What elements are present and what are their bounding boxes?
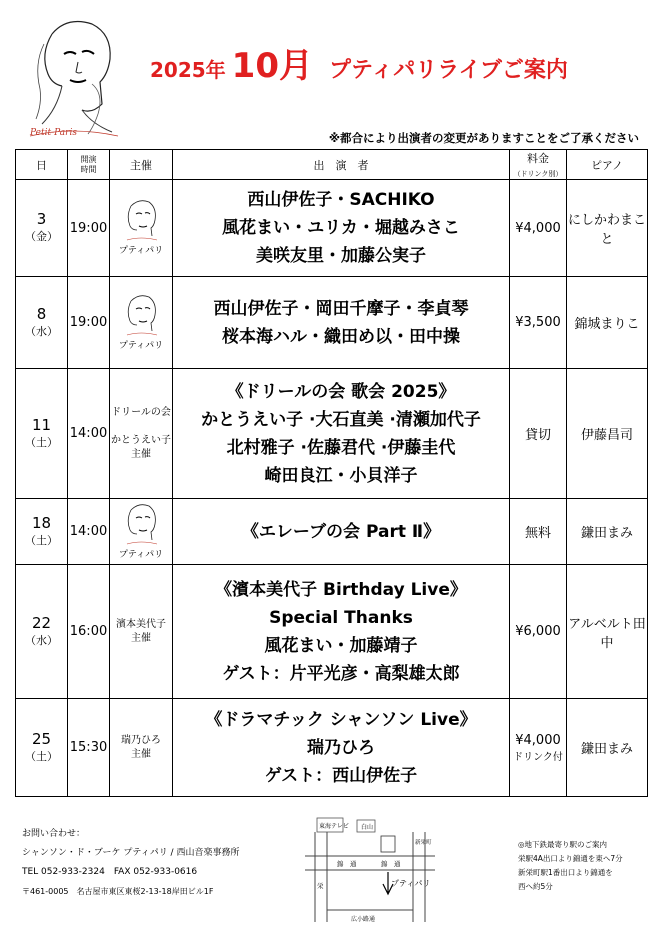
fee-note: ドリンク付: [513, 751, 563, 763]
date-day: 11: [31, 415, 52, 434]
date-day: 25: [31, 729, 52, 748]
schedule-table: [15, 149, 648, 797]
date-cell: [16, 565, 68, 699]
table-row: [16, 369, 648, 499]
host-label: プティパリ: [118, 246, 164, 256]
piano-cell: 鎌田まみ: [567, 499, 648, 565]
phone-fax: TEL 052-933-2324 FAX 052-933-0616: [22, 867, 198, 877]
performers-cell: [173, 277, 510, 369]
map-label-road1: 錦 通: [337, 860, 357, 868]
date-weekday: （土）: [25, 749, 58, 763]
time-cell: 14:00: [68, 499, 110, 565]
access-line: 栄駅4A出口より錦通を東へ7分: [518, 854, 623, 863]
table-row: [16, 699, 648, 797]
performer-line: 美咲友里・加藤公実子: [256, 246, 426, 266]
piano-cell: 伊藤昌司: [567, 369, 648, 499]
date-cell: [16, 180, 68, 277]
map-label-sakae: 栄: [317, 882, 324, 890]
date-day: 22: [31, 613, 52, 632]
performer-line: 《エレーブの会 Part Ⅱ》: [241, 521, 441, 542]
host-cell: [110, 699, 173, 797]
fee-cell: [510, 277, 567, 369]
time-cell: 16:00: [68, 565, 110, 699]
performer-line: Special Thanks: [269, 607, 413, 628]
performer-line: 西山伊佐子・岡田千摩子・李貞琴: [213, 298, 469, 319]
title-month: 10月: [231, 46, 313, 86]
host-label: プティパリ: [118, 340, 164, 351]
table-row: [16, 565, 648, 699]
performer-line: 風花まい・加藤靖子: [264, 635, 418, 656]
header-performers: 出 演 者: [173, 150, 510, 180]
performers-cell: [173, 699, 510, 797]
access-line: 西へ約5分: [518, 882, 553, 891]
table-row: [16, 499, 648, 565]
header-host: 主催: [110, 150, 173, 180]
title-text: プティパリライブご案内: [329, 58, 568, 83]
date-cell: [16, 699, 68, 797]
date-cell: [16, 369, 68, 499]
fee-cell: [510, 180, 567, 277]
fee-cell: [510, 565, 567, 699]
change-notice: ※都合により出演者の変更がありますことをご了承ください: [328, 131, 639, 145]
performers-cell: [173, 565, 510, 699]
time-cell: 19:00: [68, 180, 110, 277]
page-title: [150, 38, 568, 87]
header-time: [68, 150, 110, 180]
map-label-bottom: 広小路通: [351, 916, 376, 923]
table-row: [16, 277, 648, 369]
performer-line: 風花まい・ユリカ・堀越みさこ: [222, 218, 460, 238]
piano-cell: にしかわまこと: [567, 180, 648, 277]
date-day: 18: [31, 513, 52, 532]
performers-cell: [173, 180, 510, 277]
performer-line: 桜本海ハル・織田め以・田中操: [222, 326, 460, 347]
date-weekday: （土）: [25, 435, 58, 449]
fee-value: ¥6,000: [515, 624, 561, 639]
date-day: 3: [36, 210, 47, 228]
performer-line: 《ドリールの会 歌会 2025》: [226, 381, 456, 402]
header-fee-bottom: （ドリンク別）: [513, 170, 563, 178]
header-fee-top: 料金: [527, 152, 549, 165]
date-weekday: （水）: [25, 633, 58, 647]
contact-block: [22, 825, 239, 901]
time-cell: 15:30: [68, 699, 110, 797]
host-line: 主催: [131, 632, 151, 644]
fee-cell: [510, 699, 567, 797]
host-cell: [110, 499, 173, 565]
petit-paris-mini-logo: [121, 502, 161, 548]
contact-label: お問い合わせ：: [22, 829, 86, 839]
fee-value: ¥4,000: [515, 220, 561, 236]
date-weekday: （金）: [25, 230, 58, 243]
host-cell: [110, 565, 173, 699]
performer-line: 崎田良江・小貝洋子: [264, 465, 418, 486]
performer-line: 北村雅子 ·佐藤君代 ·伊藤圭代: [226, 437, 456, 458]
access-line: ◎地下鉄最寄り駅のご案内: [518, 840, 608, 849]
fee-cell: [510, 369, 567, 499]
time-cell: 19:00: [68, 277, 110, 369]
performer-line: ゲスト：西山伊佐子: [264, 765, 418, 786]
piano-cell: 錦城まりこ: [567, 277, 648, 369]
table-header-row: [16, 150, 648, 180]
fee-value: 貸切: [524, 428, 551, 443]
performer-line: 《ドラマチック シャンソン Live》: [205, 709, 477, 730]
performer-line: かとうえい子 ·大石直美 ·清瀬加代子: [201, 409, 481, 430]
petit-paris-mini-logo: [121, 293, 161, 339]
map-label-tv: 東海テレビ: [319, 823, 349, 830]
map-label-road2: 錦 通: [381, 860, 401, 868]
performers-cell: [173, 369, 510, 499]
logo-text: Petit-Paris: [30, 128, 77, 138]
map-label-shop: プティパリ: [391, 879, 431, 888]
host-cell: [110, 277, 173, 369]
map-label-station: 新栄町: [415, 840, 432, 846]
petit-paris-logo: [22, 14, 122, 142]
petit-paris-mini-logo: [121, 198, 161, 244]
host-line: [110, 420, 172, 434]
performers-cell: [173, 499, 510, 565]
piano-cell: 鎌田まみ: [567, 699, 648, 797]
host-label: プティパリ: [118, 549, 164, 560]
date-cell: [16, 499, 68, 565]
host-line: 瑞乃ひろ: [121, 734, 161, 746]
fee-value: 無料: [524, 526, 551, 541]
access-line: 新栄町駅1番出口より錦通を: [518, 868, 613, 877]
map-label-shrine: 白山: [361, 824, 374, 831]
host-line: 濱本美代子: [116, 618, 166, 630]
performer-line: 《濱本美代子 Birthday Live》: [215, 579, 467, 600]
date-weekday: （水）: [25, 324, 58, 338]
host-cell: [110, 180, 173, 277]
company-name: シャンソン・ド・ブーケ プティパリ / 西山音楽事務所: [22, 848, 240, 858]
performer-line: ゲスト：片平光彦・高梨雄太郎: [222, 663, 460, 684]
map-building: [381, 836, 395, 852]
host-line: 主催: [131, 748, 151, 760]
date-day: 8: [36, 304, 47, 323]
address: 〒461-0005 名古屋市東区東桜2-13-18岸田ビル1F: [22, 887, 214, 896]
fee-cell: [510, 499, 567, 565]
header-time-top: 開演: [80, 154, 97, 164]
date-weekday: （土）: [25, 533, 58, 547]
time-cell: 14:00: [68, 369, 110, 499]
piano-cell: アルベルト田中: [567, 565, 648, 699]
fee-value: ¥4,000: [515, 732, 561, 748]
title-year: 2025年: [150, 58, 226, 82]
fee-value: ¥3,500: [515, 315, 561, 330]
header-time-bottom: 時間: [80, 164, 97, 174]
host-line: ドリールの会: [111, 406, 171, 418]
access-info: [518, 838, 623, 894]
date-cell: [16, 277, 68, 369]
performer-line: 瑞乃ひろ: [307, 737, 375, 758]
header-piano: ピアノ: [567, 150, 648, 180]
host-line: 主催: [131, 448, 151, 460]
host-cell: [110, 369, 173, 499]
header-day: 日: [16, 150, 68, 180]
header-fee: [510, 150, 567, 180]
host-line: かとうえい子: [111, 434, 171, 446]
access-map: [295, 812, 445, 932]
table-row: [16, 180, 648, 277]
performer-line: 西山伊佐子・SACHIKO: [247, 190, 435, 210]
